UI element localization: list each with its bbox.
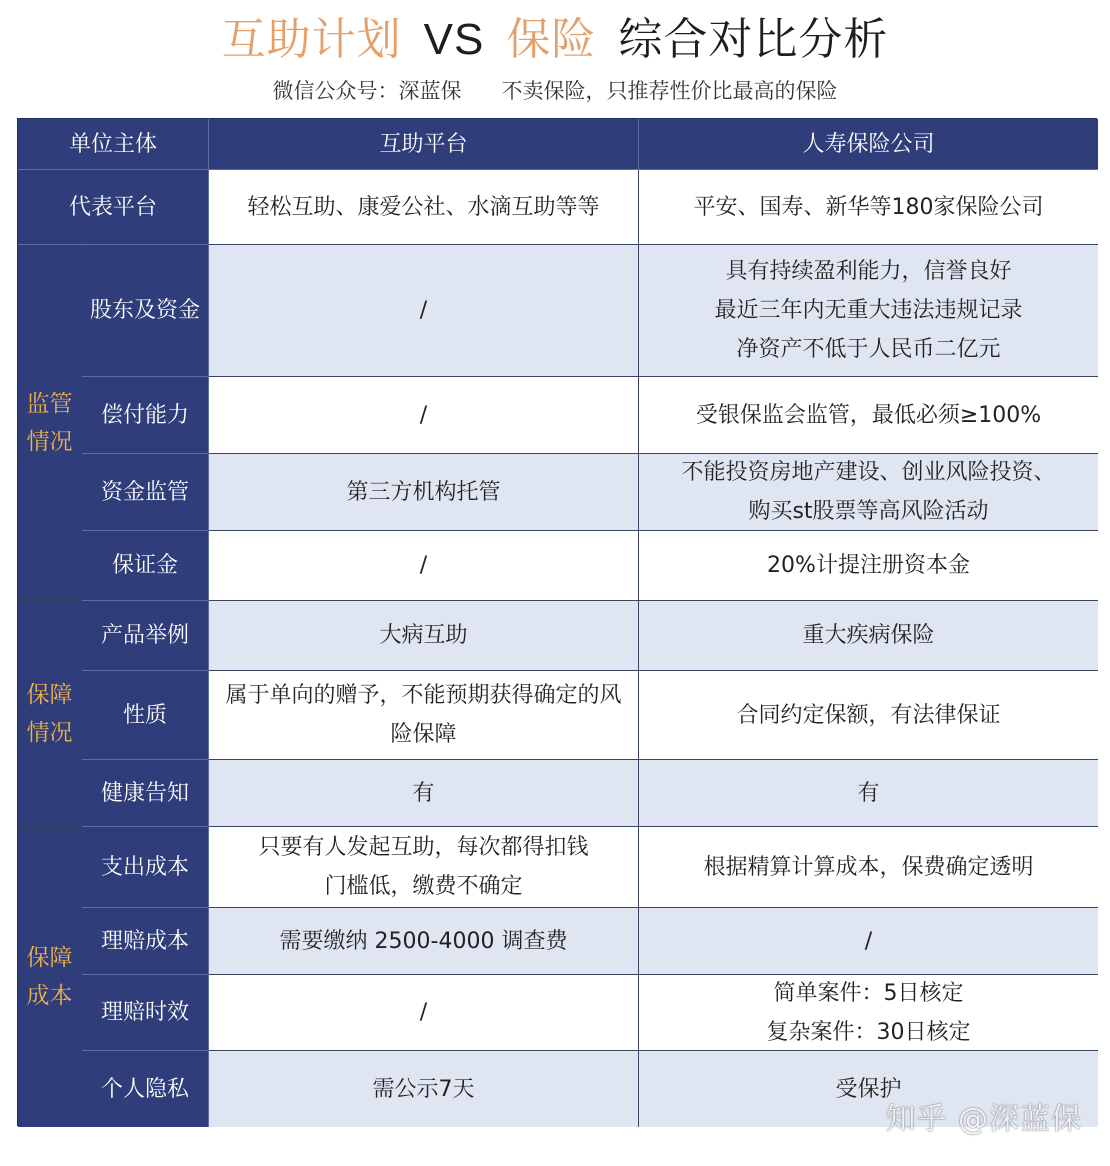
header-cell-subject: 单位主体 <box>18 119 209 170</box>
subtitle-account: 微信公众号：深蓝保 <box>272 79 462 103</box>
row-label: 理赔时效 <box>82 975 209 1051</box>
cell-line: 险保障 <box>390 722 457 747</box>
cell-insurance: 重大疾病保险 <box>639 601 1098 671</box>
category-coverage-line1: 保障 <box>26 681 73 708</box>
category-coverage-line2: 情况 <box>26 719 73 746</box>
cell-line: 门槛低，缴费不确定 <box>324 874 523 899</box>
category-cost-line2: 成本 <box>26 983 73 1009</box>
cell-mutual <box>209 827 639 908</box>
subtitle <box>0 76 1110 106</box>
watermark: 知乎 @深蓝保 <box>885 1102 1082 1137</box>
cell-line: 复杂案件：30日核定 <box>766 1019 971 1045</box>
title-analysis: 综合对比分析 <box>618 14 889 65</box>
row-label: 偿付能力 <box>82 377 209 454</box>
row-label: 股东及资金 <box>82 245 209 377</box>
header-cell-insurance: 人寿保险公司 <box>639 119 1098 170</box>
cell-mutual: 需要缴纳 2500-4000 调查费 <box>209 908 639 975</box>
title-vs: VS <box>423 15 485 64</box>
row-label: 健康告知 <box>82 760 209 827</box>
row-label: 支出成本 <box>82 827 209 908</box>
cell-line: 属于单向的赠予，不能预期获得确定的风 <box>225 683 622 708</box>
category-coverage <box>18 601 82 827</box>
cell-line: 最近三年内无重大违法违规记录 <box>714 298 1023 323</box>
row-label: 产品举例 <box>82 601 209 671</box>
cell-insurance: 受银保监会监管，最低必须≥100% <box>639 377 1098 454</box>
cell-insurance <box>639 245 1098 377</box>
row-label: 性质 <box>82 671 209 760</box>
cell-insurance: 受保护 <box>639 1051 1098 1127</box>
row-label: 保证金 <box>82 531 209 601</box>
cell-mutual: / <box>209 377 639 454</box>
category-regulation <box>18 245 82 601</box>
cell-line: 购买st股票等高风险活动 <box>748 499 989 524</box>
category-cost-line1: 保障 <box>26 945 73 971</box>
header-cell-mutual: 互助平台 <box>209 119 639 170</box>
title-mutual: 互助计划 <box>221 14 402 65</box>
cell-platform-insurance: 平安、国寿、新华等180家保险公司 <box>639 170 1098 245</box>
title-insurance: 保险 <box>506 14 597 65</box>
row-label: 资金监管 <box>82 454 209 531</box>
category-regulation-line2: 情况 <box>26 428 73 455</box>
cell-insurance <box>639 975 1098 1051</box>
cell-mutual: / <box>209 245 639 377</box>
subtitle-slogan: 不卖保险，只推荐性价比最高的保险 <box>501 79 838 103</box>
cell-line: 净资产不低于人民币二亿元 <box>736 337 1001 362</box>
row-label: 理赔成本 <box>82 908 209 975</box>
cell-mutual: 需公示7天 <box>209 1051 639 1127</box>
cell-insurance: 合同约定保额，有法律保证 <box>639 671 1098 760</box>
cell-insurance: / <box>639 908 1098 975</box>
comparison-table <box>17 118 1097 1126</box>
cell-insurance: 20%计提注册资本金 <box>639 531 1098 601</box>
row-label-platform: 代表平台 <box>18 170 209 245</box>
cell-mutual: / <box>209 531 639 601</box>
cell-mutual: 大病互助 <box>209 601 639 671</box>
cell-line: 不能投资房地产建设、创业风险投资、 <box>681 460 1056 485</box>
cell-mutual <box>209 671 639 760</box>
category-cost <box>18 827 82 1127</box>
page-title <box>0 12 1110 68</box>
row-label: 个人隐私 <box>82 1051 209 1127</box>
cell-mutual: / <box>209 975 639 1051</box>
cell-line: 只要有人发起互助，每次都得扣钱 <box>258 835 589 860</box>
cell-mutual: 第三方机构托管 <box>209 454 639 531</box>
cell-platform-mutual: 轻松互助、康爱公社、水滴互助等等 <box>209 170 639 245</box>
cell-insurance <box>639 454 1098 531</box>
cell-line: 简单案件：5日核定 <box>773 980 964 1006</box>
cell-insurance: 有 <box>639 760 1098 827</box>
cell-insurance: 根据精算计算成本，保费确定透明 <box>639 827 1098 908</box>
category-regulation-line1: 监管 <box>26 390 73 417</box>
cell-line: 具有持续盈利能力，信誉良好 <box>725 259 1012 284</box>
cell-mutual: 有 <box>209 760 639 827</box>
